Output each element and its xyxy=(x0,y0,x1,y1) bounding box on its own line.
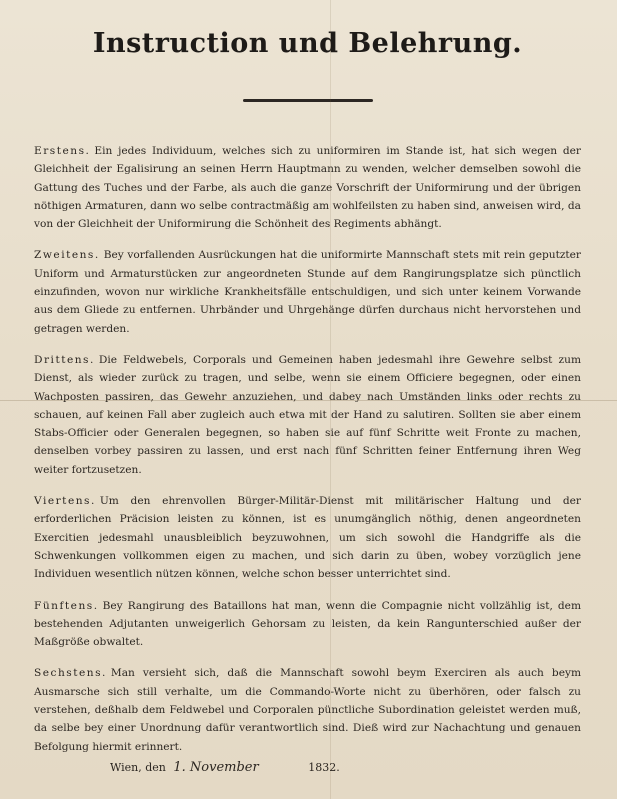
handwritten-date: 1. November xyxy=(173,760,259,775)
paragraph-lead: Fünftens. xyxy=(34,599,99,612)
paragraph-text: Bey Rangirung des Bataillons hat man, wenn die Compagnie nicht vollzählig ist, dem bestehenden Adjutanten unweigerlich Gehorsam zu leisten, da kein Rangunterschied außer der Maßgröße obwaltet. xyxy=(34,599,581,649)
paragraph-text: Bey vorfallenden Ausrückungen hat die uniformirte Mannschaft stets mit rein geputzter Uniform und Armaturstücken zur angeordneten Stunde auf dem Rangirungsplatze sich pünctlich einzufinden, wovon nur wirkliche Krankheitsfälle entschuldigen, und sich unter keinem Vorwande aus dem Gliede zu entfernen. Uhrbänder und Uhrgehänge dürfen durchaus nicht hervorstehen und getragen werden. xyxy=(34,249,581,335)
paragraph-text: Die Feldwebels, Corporals und Gemeinen haben jedesmahl ihre Gewehre selbst zum Dienst, als wieder zurück zu tragen, und selbe, wenn sie einem Officiere begegnen, oder einen Wachposten passiren, das Gewehr anzuziehen, und dabey nach Umständen links oder rechts zu schauen, auf keinen Fall aber zugleich auch etwa mit der Hand zu salutiren. Sollten sie aber einem Stabs-Officier oder Generalen begegnen, so haben sie auf fünf Schritte weit Fronte zu machen, denselben vorbey passiren zu lassen, und erst nach fünf Schritten feiner Entfernung ihren Weg weiter fortzusetzen. xyxy=(34,353,581,476)
signature-line xyxy=(110,760,340,775)
paragraph xyxy=(34,597,581,652)
paragraph xyxy=(34,492,581,583)
paragraph xyxy=(34,351,581,479)
paragraph-lead: Zweitens. xyxy=(34,249,100,262)
paragraph xyxy=(34,142,581,233)
paragraph-lead: Erstens. xyxy=(34,145,91,157)
document-title: Instruction und Belehrung. xyxy=(92,28,523,59)
paragraph-list xyxy=(34,142,581,756)
paragraph-lead: Sechstens. xyxy=(34,667,107,680)
paragraph-text: Um den ehrenvollen Bürger-Militär-Dienst mit militärischer Haltung und der erforderlichen Präcision leisten zu können, ist es unumgänglich nöthig, denen angeordneten Exercitien jedesmahl unausbleiblich beyzuwohnen, um sich sowohl die Handgriffe als die Schwenkungen vollkommen eigen zu machen, und sich darin zu üben, wobey vorzüglich jene Individuen wesentlich nützen können, welche schon besser unterrichtet sind. xyxy=(34,495,581,581)
fold-line-vertical xyxy=(330,0,331,799)
paragraph-lead: Drittens. xyxy=(34,353,95,366)
signature-place: Wien, den xyxy=(110,761,166,774)
fold-line-horizontal xyxy=(0,400,617,401)
paragraph xyxy=(34,664,581,755)
title-rule xyxy=(243,99,373,102)
paragraph-text: Ein jedes Individuum, welches sich zu uniformiren im Stande ist, hat sich wegen der Gleichheit der Egalisirung an seinen Herrn Hauptmann zu wenden, welcher demselben sowohl die Gattung des Tuches und der Farbe, als auch die ganze Vorschrift der Uniformirung und der übrigen nöthigen Armaturen, dann wo selbe contractmäßig am wohlfeilsten zu haben sind, anweisen wird, da von der Gleichheit der Uniformirung die Schönheit des Regiments abhängt. xyxy=(34,145,581,231)
paragraph xyxy=(34,246,581,337)
paragraph-text: Man versieht sich, daß die Mannschaft sowohl beym Exerciren als auch beym Ausmarsche sich still verhalte, um die Commando-Worte nicht zu überhören, oder falsch zu verstehen, deßhalb dem Feldwebel und Corporalen pünctliche Subordination geleistet werden muß, da selbe bey einer Unordnung dafür verantwortlich sind. Dieß wird zur Nachachtung und genauen Befolgung hiermit erinnert. xyxy=(34,667,581,753)
signature-year: 1832. xyxy=(308,761,340,774)
paragraph-lead: Viertens. xyxy=(34,495,96,508)
